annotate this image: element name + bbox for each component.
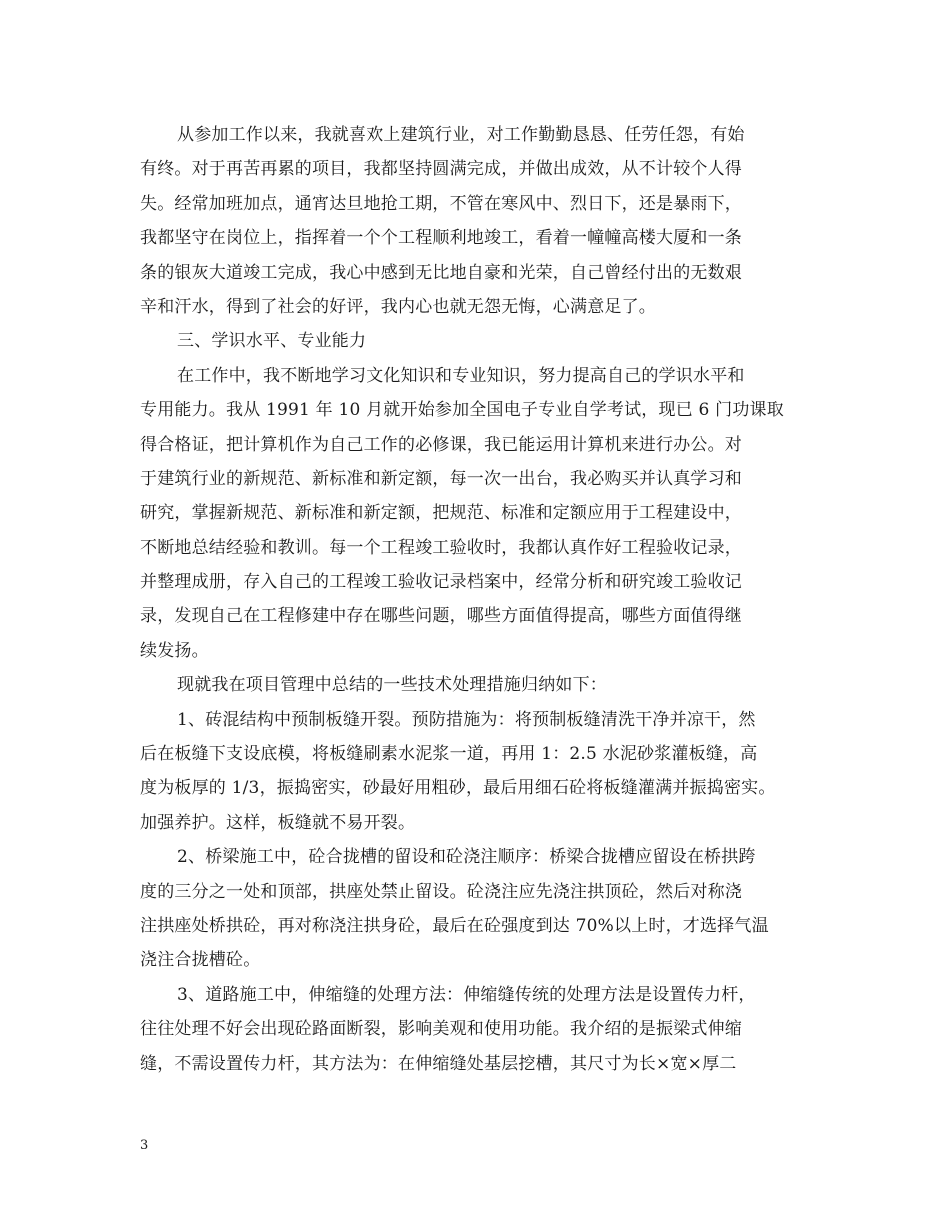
text-line: 注拱座处桥拱砼，再对称浇注拱身砼，最后在砼强度到达 70%以上时，才选择气温 [140,915,769,936]
text-line: 2、桥梁施工中，砼合拢槽的留设和砼浇注顺序：桥梁合拢槽应留设在桥拱跨 [177,847,756,868]
text-line: 录，发现自己在工程修建中存在哪些问题，哪些方面值得提高，哪些方面值得继 [140,606,742,627]
text-line: 有终。对于再苦再累的项目，我都坚持圆满完成，并做出成效，从不计较个人得 [140,159,742,180]
text-line: 专用能力。我从 1991 年 10 月就开始参加全国电子专业自学考试，现已 6 门功课取 [140,400,784,421]
text-line: 3、道路施工中，伸缩缝的处理方法：伸缩缝传统的处理方法是设置传力杆， [177,984,756,1005]
page-number: 3 [140,1138,149,1153]
text-line: 浇注合拢槽砼。 [140,950,261,971]
text-line: 度为板厚的 1/3，振捣密实，砂最好用粗砂，最后用细石砼将板缝灌满并振捣密实。 [140,778,776,799]
text-line: 续发扬。 [140,640,209,661]
text-line: 于建筑行业的新规范、新标准和新定额，每一次一出台，我必购买并认真学习和 [140,468,742,489]
text-line: 并整理成册，存入自己的工程竣工验收记录档案中，经常分析和研究竣工验收记 [140,572,742,593]
text-line: 研究，掌握新规范、新标准和新定额，把规范、标准和定额应用于工程建设中， [140,503,742,524]
text-line: 失。经常加班加点，通宵达旦地抢工期，不管在寒风中、烈日下，还是暴雨下， [140,193,742,214]
text-line: 辛和汗水，得到了社会的好评，我内心也就无怨无悔，心满意足了。 [140,296,656,317]
text-line: 度的三分之一处和顶部，拱座处禁止留设。砼浇注应先浇注拱顶砼，然后对称浇 [140,881,742,902]
text-line: 后在板缝下支设底模，将板缝刷素水泥浆一道，再用 1：2.5 水泥砂浆灌板缝，高 [140,744,758,765]
document-body [140,118,830,1081]
text-line: 1、砖混结构中预制板缝开裂。预防措施为：将预制板缝清洗干净并凉干，然 [177,709,756,730]
text-line: 不断地总结经验和教训。每一个工程竣工验收时，我都认真作好工程验收记录， [140,537,742,558]
text-line: 在工作中，我不断地学习文化知识和专业知识，努力提高自己的学识水平和 [177,365,745,386]
text-line: 缝，不需设置传力杆，其方法为：在伸缩缝处基层挖槽，其尺寸为长×宽×厚二 [140,1053,737,1074]
text-line: 得合格证，把计算机作为自己工作的必修课，我已能运用计算机来进行办公。对 [140,434,742,455]
text-line: 从参加工作以来，我就喜欢上建筑行业，对工作勤勤恳恳、任劳任怨，有始 [177,125,745,145]
text-line: 条的银灰大道竣工完成，我心中感到无比地自豪和光荣，自己曾经付出的无数艰 [140,262,742,283]
text-line: 我都坚守在岗位上，指挥着一个个工程顺利地竣工，看着一幢幢高楼大厦和一条 [140,228,742,249]
text-line: 现就我在项目管理中总结的一些技术处理措施归纳如下： [177,675,607,696]
text-line: 三、学识水平、专业能力 [177,331,367,352]
text-line: 往往处理不好会出现砼路面断裂，影响美观和使用功能。我介绍的是振梁式伸缩 [140,1019,742,1040]
text-line: 加强养护。这样，板缝就不易开裂。 [140,812,416,833]
